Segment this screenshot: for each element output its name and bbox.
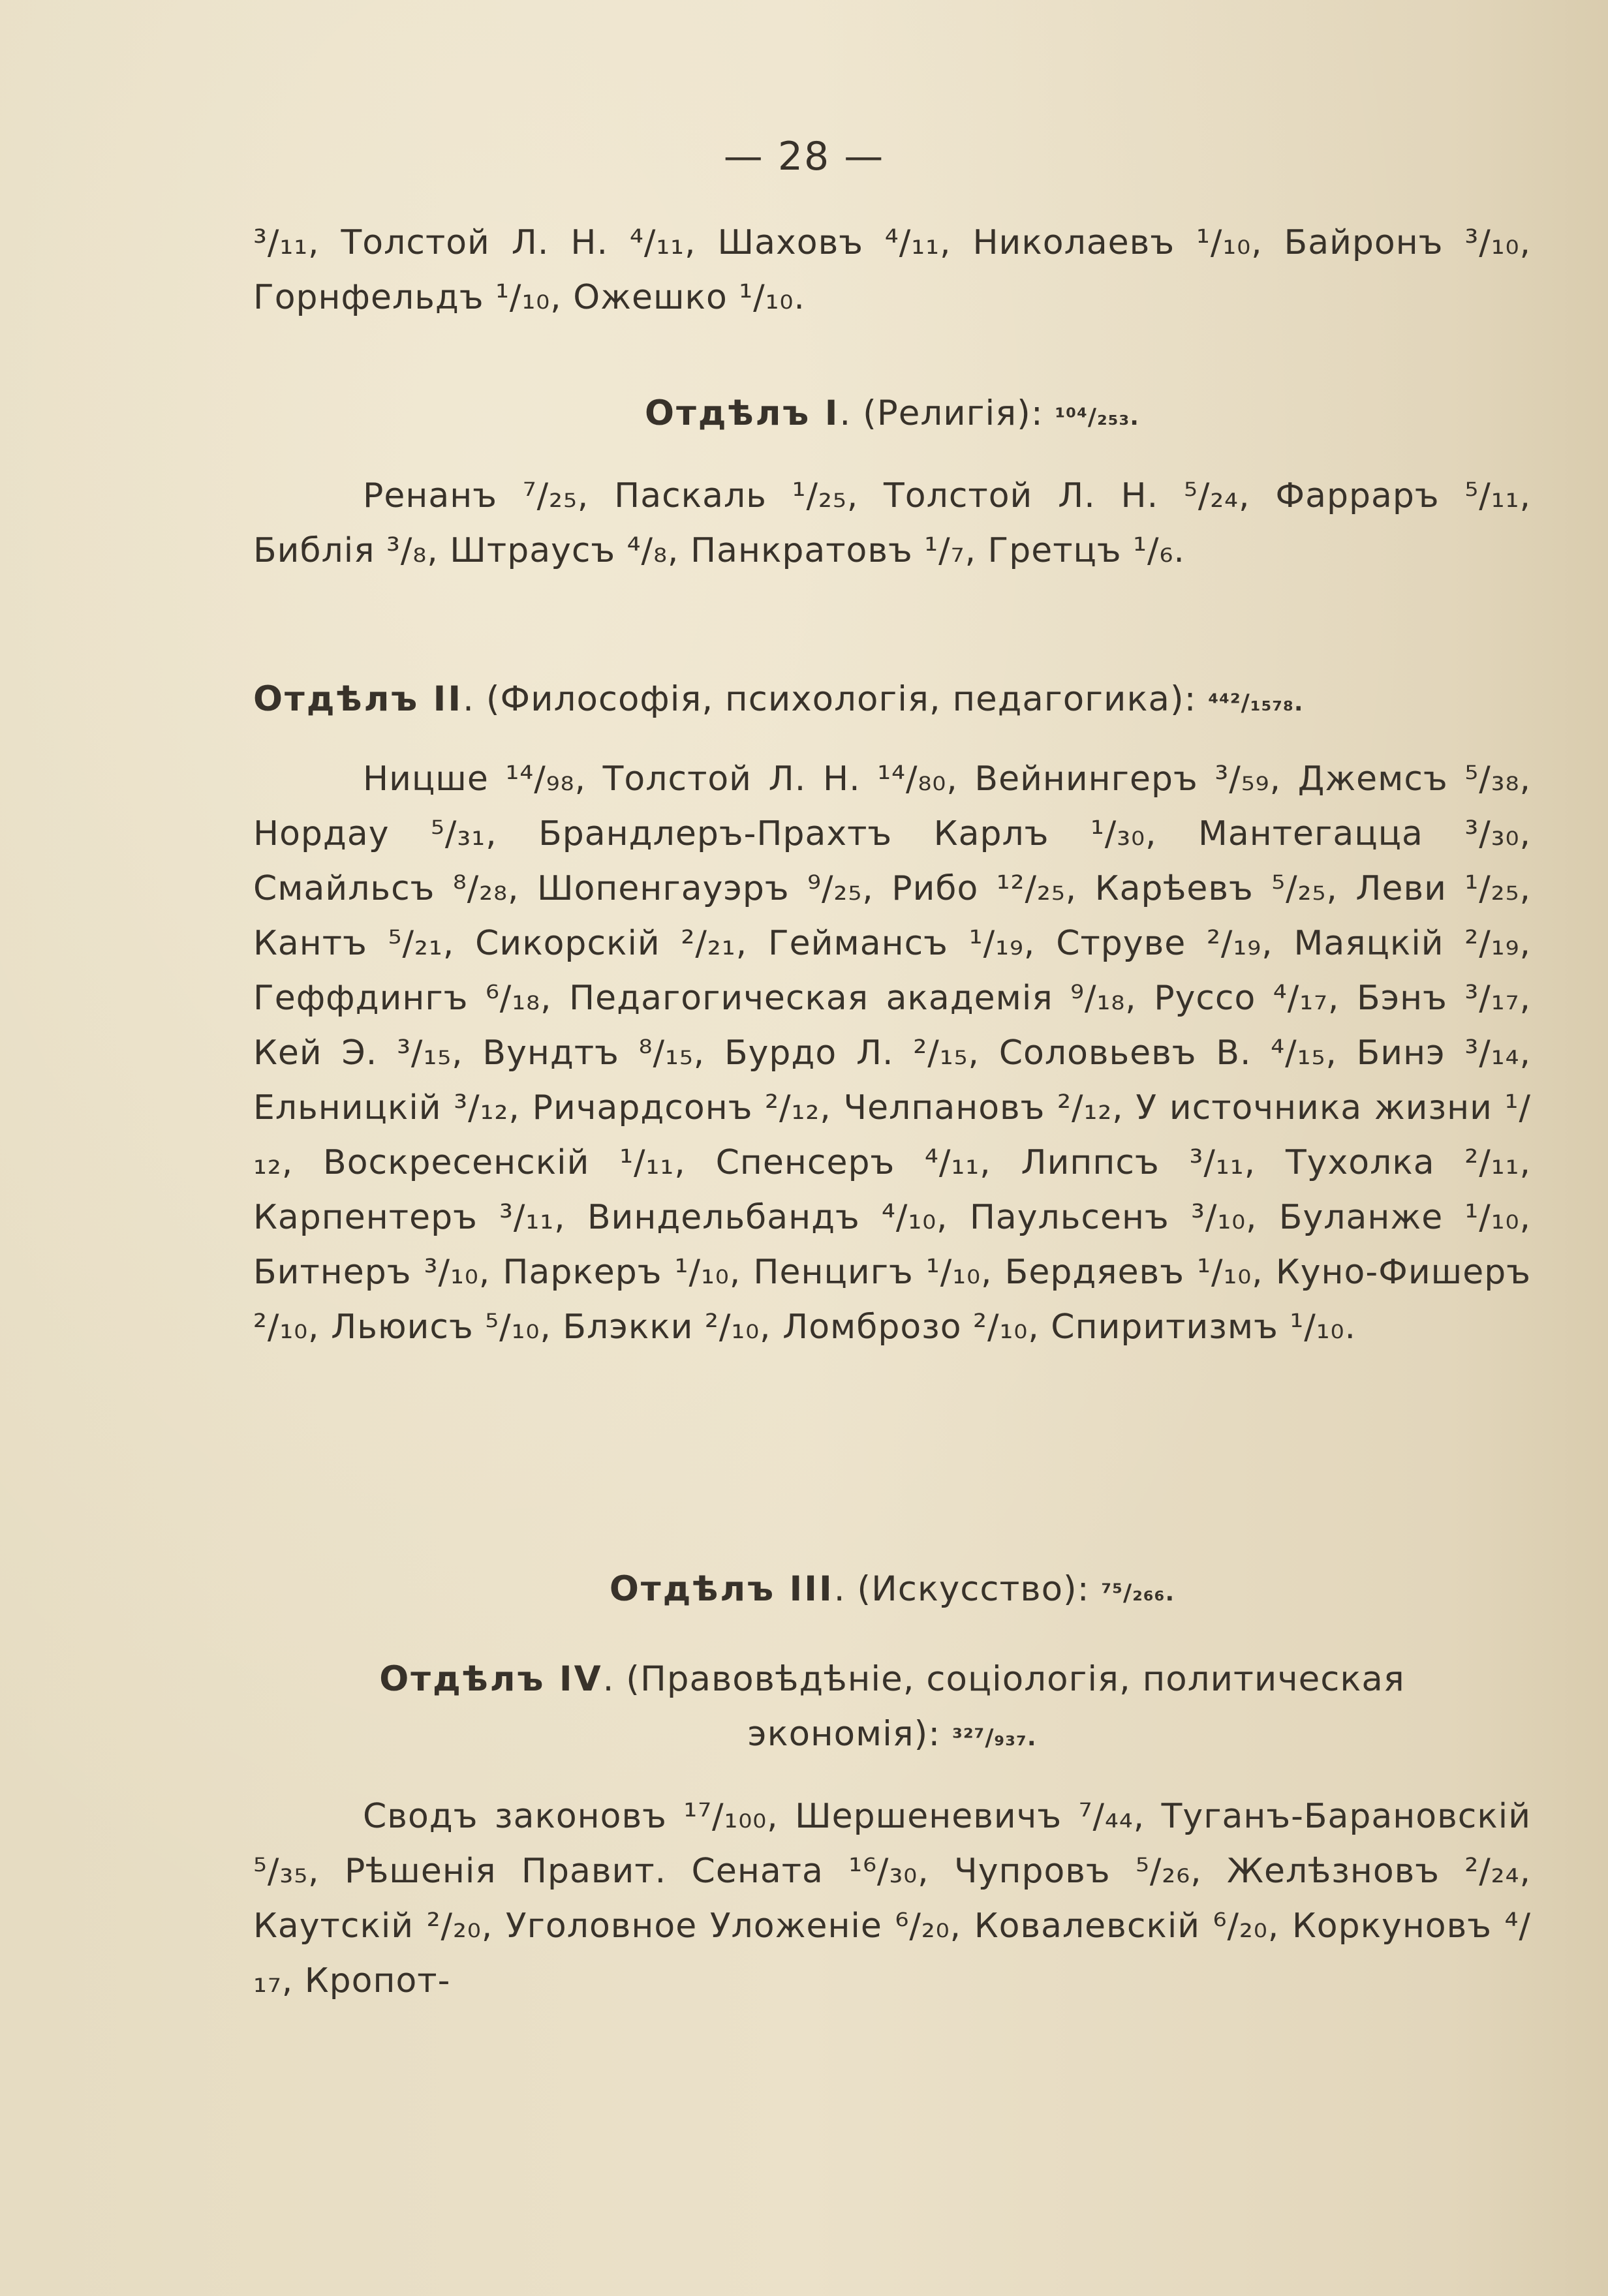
section-2-subject: . (Философія, психологія, педагогика):	[463, 679, 1197, 719]
section-4-heading	[253, 1652, 1531, 1766]
section-4-paragraph: Сводъ законовъ ¹⁷/₁₀₀, Шершеневичъ ⁷/₄₄, Туганъ-Барановскій ⁵/₃₅, Рѣшенія Правит. Сената ¹⁶/₃₀, Чупровъ ⁵/₂₆, Желѣзновъ ²/₂₄, Каутскій ²/₂₀, Уголовное Уложеніе ⁶/₂₀, Ковалевскій ⁶/₂₀, Коркуновъ ⁴/₁₇, Кропот-	[253, 1797, 1531, 2000]
intro-paragraph-block	[253, 215, 1531, 325]
section-3-stat: ⁷⁵/₂₆₆.	[1101, 1580, 1175, 1606]
section-4-label: Отдѣлъ IV	[379, 1659, 603, 1699]
section-4-subject: . (Правовѣдѣніе, соціологія, политическая экономія):	[602, 1659, 1405, 1754]
section-1-stat: ¹⁰⁴/₂₅₃.	[1055, 404, 1139, 431]
section-4-paragraph-block	[253, 1789, 1531, 2008]
section-2-heading	[253, 672, 1531, 731]
section-1-label: Отдѣлъ I	[645, 393, 840, 433]
section-1-subject: . (Религія):	[839, 393, 1044, 433]
section-2-stat: ⁴⁴²/₁₅₇₈.	[1208, 690, 1304, 716]
section-3-heading	[253, 1562, 1531, 1621]
page-number: — 28 —	[723, 134, 885, 179]
section-2-paragraph: Ницше ¹⁴/₉₈, Толстой Л. Н. ¹⁴/₈₀, Вейнингеръ ³/₅₉, Джемсъ ⁵/₃₈, Нордау ⁵/₃₁, Брандлеръ-Прахтъ Карлъ ¹/₃₀, Мантегацца ³/₃₀, Смайльсъ ⁸/₂₈, Шопенгауэръ ⁹/₂₅, Рибо ¹²/₂₅, Карѣевъ ⁵/₂₅, Леви ¹/₂₅, Кантъ ⁵/₂₁, Сикорскій ²/₂₁, Геймансъ ¹/₁₉, Струве ²/₁₉, Маяцкій ²/₁₉, Геффдингъ ⁶/₁₈, Педагогическая академія ⁹/₁₈, Руссо ⁴/₁₇, Бэнъ ³/₁₇, Кей Э. ³/₁₅, Вундтъ ⁸/₁₅, Бурдо Л. ²/₁₅, Соловьевъ В. ⁴/₁₅, Бинэ ³/₁₄, Ельницкій ³/₁₂, Ричардсонъ ²/₁₂, Челпановъ ²/₁₂, У источника жизни ¹/₁₂, Воскресенскій ¹/₁₁, Спенсеръ ⁴/₁₁, Липпсъ ³/₁₁, Тухолка ²/₁₁, Карпентеръ ³/₁₁, Виндельбандъ ⁴/₁₀, Паульсенъ ³/₁₀, Буланже ¹/₁₀, Битнеръ ³/₁₀, Паркеръ ¹/₁₀, Пенцигъ ¹/₁₀, Бердяевъ ¹/₁₀, Куно-Фишеръ ²/₁₀, Льюисъ ⁵/₁₀, Блэкки ²/₁₀, Ломброзо ²/₁₀, Спиритизмъ ¹/₁₀.	[253, 759, 1531, 1347]
section-4-stat: ³²⁷/₉₃₇.	[952, 1724, 1037, 1751]
section-1-paragraph-block	[253, 468, 1531, 578]
section-2-paragraph-block	[253, 752, 1531, 1355]
section-1-paragraph: Ренанъ ⁷/₂₅, Паскаль ¹/₂₅, Толстой Л. Н. ⁵/₂₄, Фарраръ ⁵/₁₁, Библія ³/₈, Штраусъ ⁴/₈, Панкратовъ ¹/₇, Гретцъ ¹/₆.	[253, 476, 1531, 570]
section-3-label: Отдѣлъ III	[609, 1569, 834, 1609]
section-2-label: Отдѣлъ II	[253, 679, 463, 719]
section-3-subject: . (Искусство):	[833, 1569, 1090, 1609]
intro-paragraph: ³/₁₁, Толстой Л. Н. ⁴/₁₁, Шаховъ ⁴/₁₁, Николаевъ ¹/₁₀, Байронъ ³/₁₀, Горнфельдъ ¹/₁₀, Ожешко ¹/₁₀.	[253, 223, 1531, 317]
section-1-heading	[253, 386, 1531, 445]
